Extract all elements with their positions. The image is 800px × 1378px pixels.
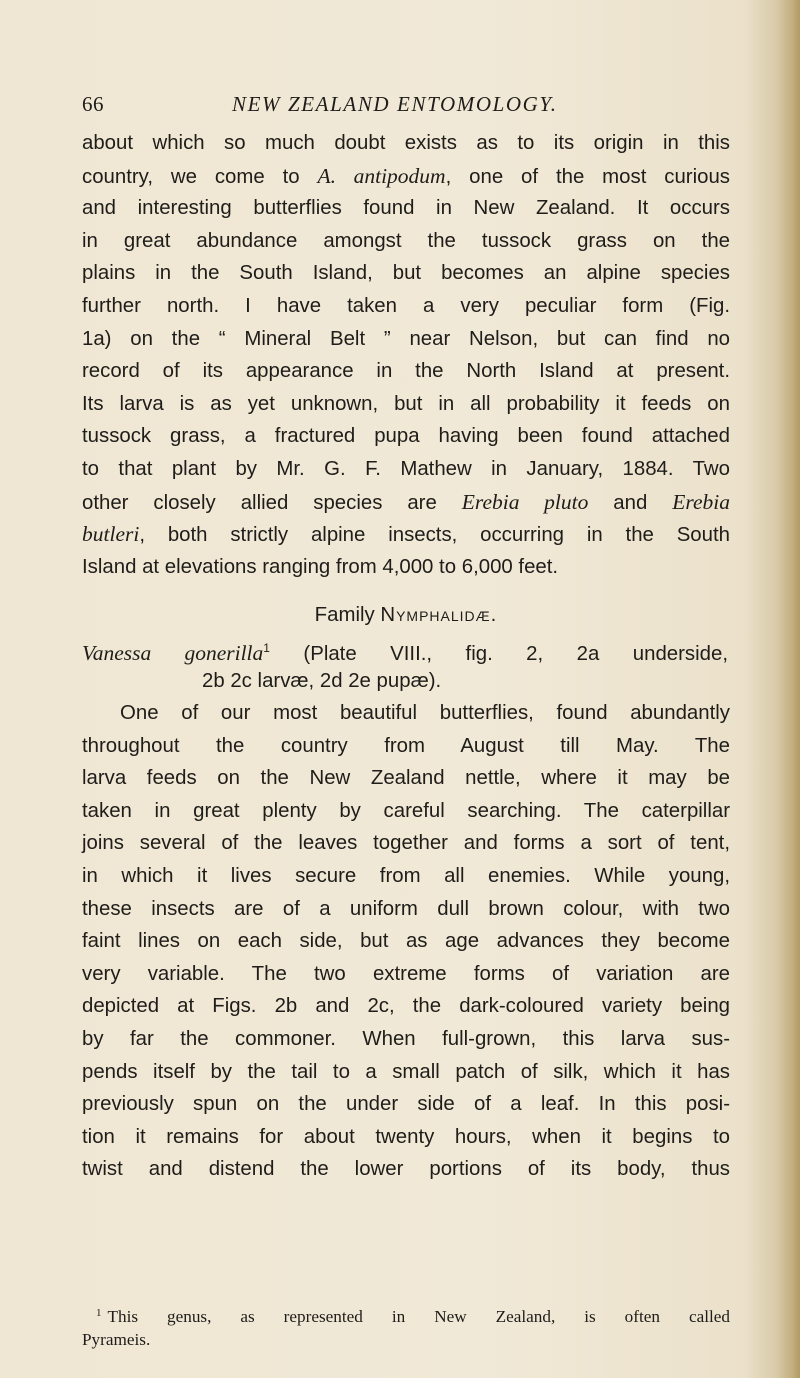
text-line: butleri, both strictly alpine insects, occurring in the South xyxy=(82,522,730,547)
text-line: pends itself by the tail to a small patch of silk, which it has xyxy=(82,1060,730,1083)
species-italic: Erebia xyxy=(672,489,730,514)
family-name: Nymphalidæ. xyxy=(380,604,498,627)
text-line: in which it lives secure from all enemies. While young, xyxy=(82,865,730,888)
footnote-ref: 1 xyxy=(263,640,270,655)
text-line: throughout the country from August till May. The xyxy=(82,734,730,757)
footnote-mark: 1 xyxy=(96,1307,102,1319)
text-line: tion it remains for about twenty hours, when it begins to xyxy=(82,1125,730,1148)
text-line: joins several of the leaves together and forms a sort of tent, xyxy=(82,832,730,855)
footnote-line: $^1$ This genus, as represented in New Zealand, is often called xyxy=(96,1307,730,1326)
page-edge-shadow xyxy=(778,0,800,1378)
page-header xyxy=(82,92,728,126)
text-line: further north. I have taken a very peculiar form (Fig. xyxy=(82,294,730,317)
text-line: by far the commoner. When full-grown, this larva sus- xyxy=(82,1028,730,1051)
species-italic: Erebia pluto xyxy=(461,489,589,514)
text-line: and interesting butterflies found in New Zealand. It occurs xyxy=(82,197,730,220)
text-line: to that plant by Mr. G. F. Mathew in January, 1884. Two xyxy=(82,457,730,480)
text-line: taken in great plenty by careful searching. The caterpillar xyxy=(82,799,730,822)
species-heading-cont: 2b 2c larvæ, 2d 2e pupæ). xyxy=(202,669,442,692)
text-line: previously spun on the under side of a leaf. In this posi- xyxy=(82,1093,730,1116)
family-heading: Family Nymphalidæ. xyxy=(314,604,498,627)
species-italic: Vanessa gonerilla xyxy=(82,640,264,665)
species-italic: butleri xyxy=(82,522,140,547)
spacer xyxy=(82,583,730,599)
text-line: in great abundance amongst the tussock grass on the xyxy=(82,229,730,252)
text-line: One of our most beautiful butterflies, found abundantly xyxy=(120,702,730,725)
page-number: 66 xyxy=(82,92,104,116)
text-line: record of its appearance in the North Island at present. xyxy=(82,360,730,383)
text-line: these insects are of a uniform dull brown colour, with two xyxy=(82,897,730,920)
species-italic: A. antipodum xyxy=(317,163,446,188)
footnote xyxy=(82,1302,730,1351)
text-line: 1a) on the “ Mineral Belt ” near Nelson, but can find no xyxy=(82,327,730,350)
text-line: country, we come to A. antipodum, one of the most curious xyxy=(82,163,730,188)
text-line: larva feeds on the New Zealand nettle, where it may be xyxy=(82,767,730,790)
text-line: depicted at Figs. 2b and 2c, the dark-coloured variety being xyxy=(82,995,730,1018)
running-head: NEW ZEALAND ENTOMOLOGY. xyxy=(232,92,558,116)
body-text xyxy=(82,127,730,1186)
text-line: plains in the South Island, but becomes an alpine species xyxy=(82,262,730,285)
text-line: Its larva is as yet unknown, but in all probability it feeds on xyxy=(82,392,730,415)
text-line: about which so much doubt exists as to its origin in this xyxy=(82,132,730,154)
text-line: Island at elevations ranging from 4,000 to 6,000 feet. xyxy=(82,555,559,578)
species-heading: Vanessa gonerilla$^1$ (Plate VIII., fig. 2, 2a underside, xyxy=(82,640,729,665)
text-line: faint lines on each side, but as age advances they become xyxy=(82,930,730,953)
footnote-line: Pyrameis. xyxy=(82,1330,151,1349)
text-line: other closely allied species are Erebia pluto and Erebia xyxy=(82,489,730,514)
text-line: tussock grass, a fractured pupa having been found attached xyxy=(82,425,730,448)
text-line: twist and distend the lower portions of its body, thus xyxy=(82,1158,730,1181)
text-line: very variable. The two extreme forms of variation are xyxy=(82,962,730,985)
